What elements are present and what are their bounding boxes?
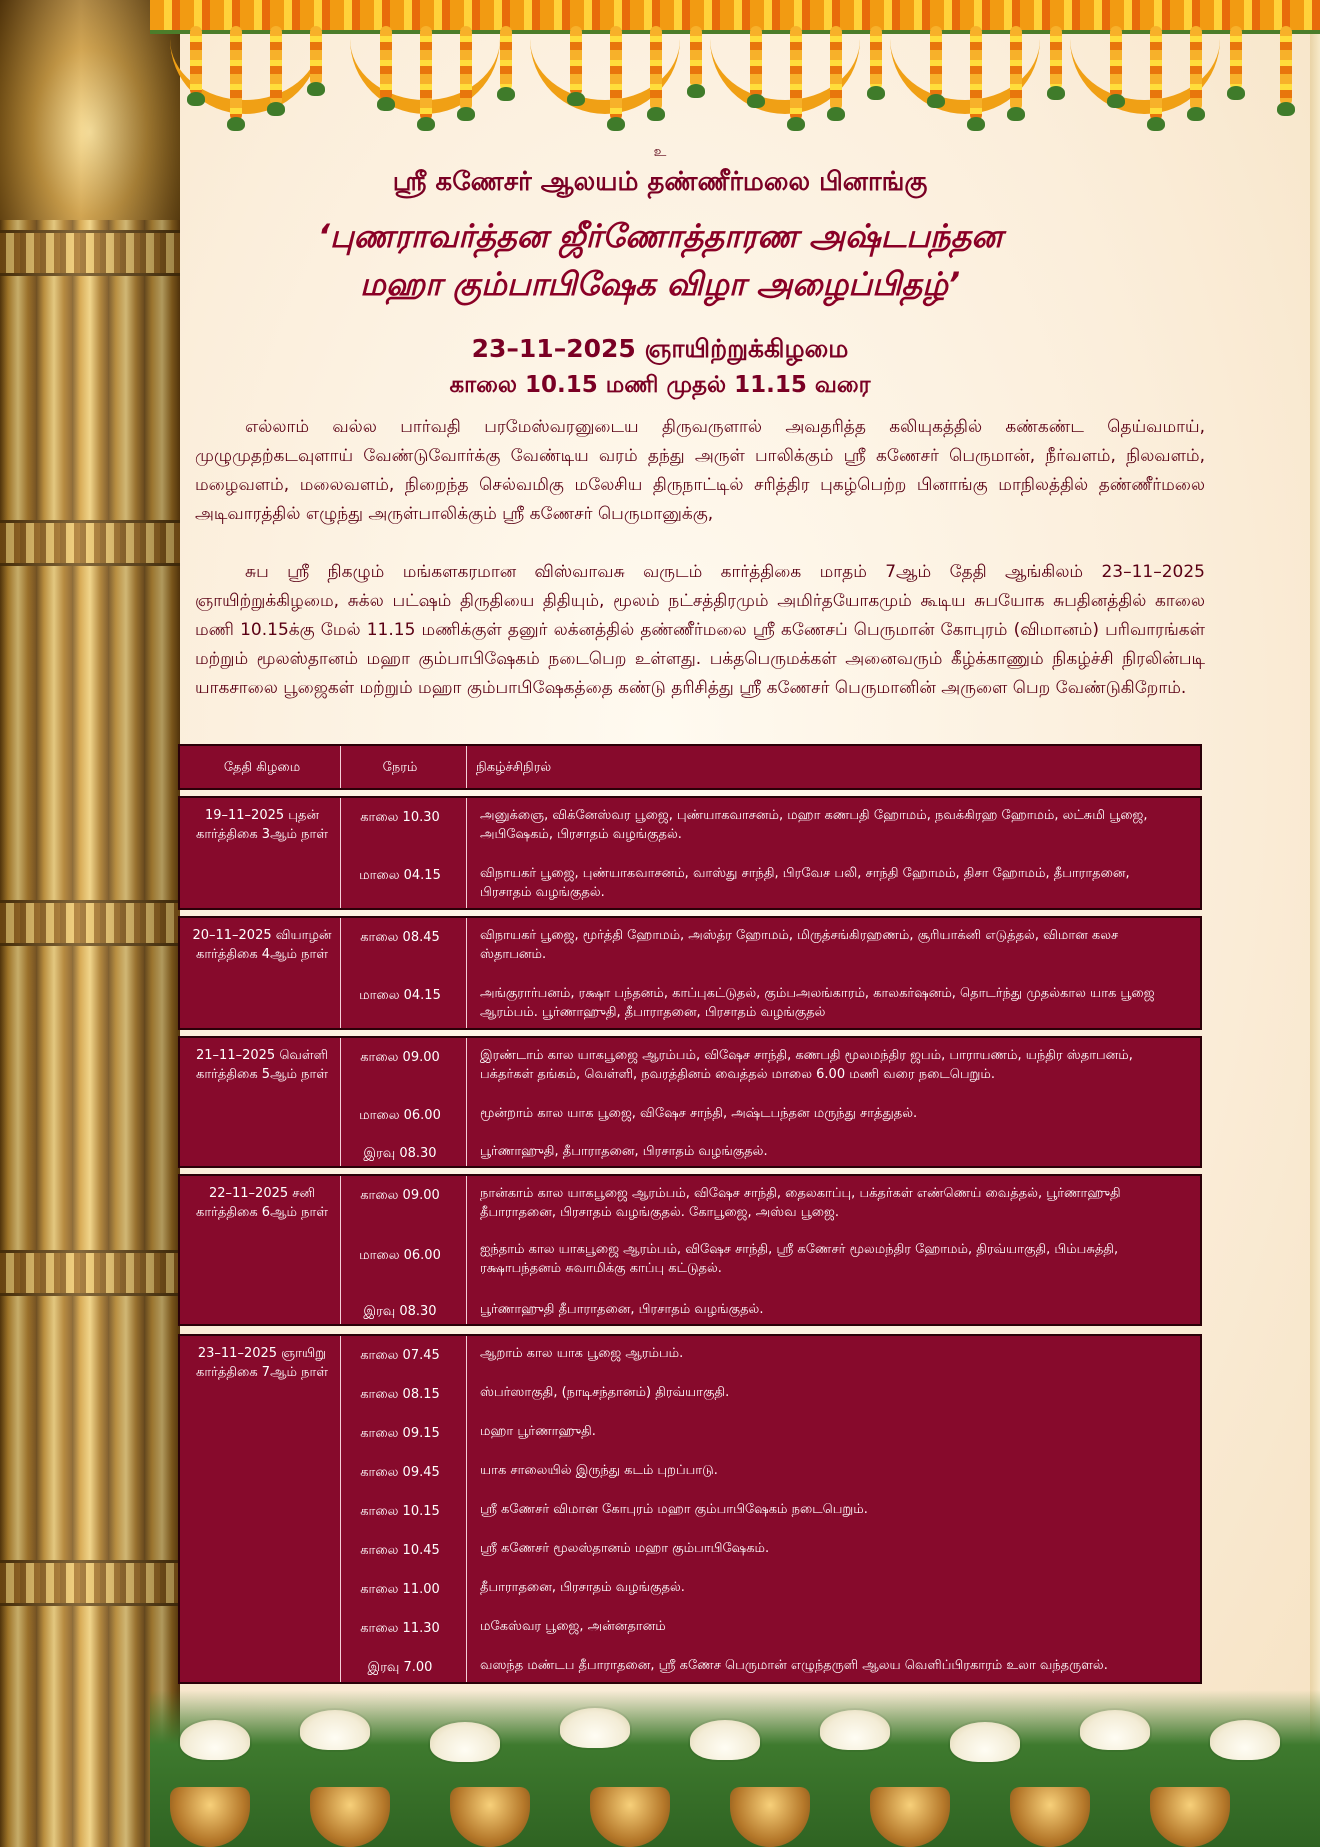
event-time: காலை 10.15 மணி முதல் 11.15 வரை [449, 372, 871, 398]
day-block [178, 916, 1202, 1030]
event-title [0, 212, 1320, 308]
row-program: ஆறாம் கால யாக பூஜை ஆரம்பம். [480, 1346, 684, 1361]
row-time: இரவு 08.30 [363, 1146, 437, 1161]
row-program: மகேஸ்வர பூஜை, அன்னதானம் [480, 1619, 666, 1634]
temple-name: ஸ்ரீ கணேசர் ஆலயம் தண்ணீர்மலை பினாங்கு [392, 167, 928, 197]
row-program: தீபாராதனை, பிரசாதம் வழங்குதல். [480, 1580, 685, 1595]
day-date: 23–11–2025 ஞாயிறு கார்த்திகை 7ஆம் நாள் [196, 1346, 328, 1380]
row-program: ஸ்ரீ கணேசர் விமான கோபுரம் மஹா கும்பாபிஷேகம் நடைபெறும். [480, 1502, 868, 1517]
row-time: காலை 10.30 [360, 810, 440, 825]
day-date: 19–11–2025 புதன் கார்த்திகை 3ஆம் நாள் [196, 808, 328, 842]
row-time: காலை 10.45 [360, 1543, 440, 1558]
row-program: யாக சாலையில் இருந்து கடம் புறப்பாடு. [480, 1463, 718, 1478]
header-date-day: தேதி கிழமை [223, 760, 301, 775]
row-program: நான்காம் கால யாகபூஜை ஆரம்பம், விஷேச சாந்தி, தைலகாப்பு, பக்தர்கள் எண்ணெய் வைத்தல், பூர்ணாஹுதி தீபாராதனை, பிரசாதம் வழங்குதல். கோபூஜை, அஸ்வ பூஜை. [480, 1186, 1121, 1220]
row-time: இரவு 08.30 [363, 1304, 437, 1319]
event-date: 23–11–2025 ஞாயிற்றுக்கிழமை [471, 334, 849, 363]
row-program: மூன்றாம் கால யாக பூஜை, விஷேச சாந்தி, அஷ்டபந்தன மருந்து சாத்துதல். [480, 1106, 918, 1121]
row-time: காலை 10.15 [360, 1504, 440, 1519]
event-title-line2: மஹா கும்பாபிஷேக விழா அழைப்பிதழ்’ [359, 265, 961, 303]
row-time: காலை 11.30 [360, 1621, 440, 1636]
row-time: காலை 09.00 [360, 1050, 440, 1065]
day-date: 22–11–2025 சனி கார்த்திகை 6ஆம் நாள் [196, 1186, 328, 1220]
row-time: காலை 07.45 [360, 1348, 440, 1363]
row-time: மாலை 06.00 [359, 1248, 441, 1263]
header-program: நிகழ்ச்சிநிரல் [476, 760, 552, 775]
pillaiyar-suzhi-symbol: உ [653, 144, 667, 160]
row-time: மாலை 06.00 [359, 1108, 441, 1123]
row-program: ஸ்பர்ஸாகுதி, (நாடிசந்தானம்) திரவ்யாகுதி. [480, 1385, 730, 1400]
intro-paragraph: எல்லாம் வல்ல பார்வதி பரமேஸ்வரனுடைய திருவருளால் அவதரித்த கலியுகத்தில் கண்கண்ட தெய்வமாய், முழுமுதற்கடவுளாய் வேண்டுவோர்க்கு வேண்டிய வரம் தந்து அருள் பாலிக்கும் ஸ்ரீ கணேசர் பெருமான், நீர்வளம், நிலவளம், மழைவளம், மலைவளம், நிறைந்த செல்வமிகு மலேசிய திருநாட்டில் சரித்திர புகழ்பெற்ற பினாங்கு மாநிலத்தில் தண்ணீர்மலை அடிவாரத்தில் எழுந்து அருள்பாலிக்கும் ஸ்ரீ கணேசர் பெருமானுக்கு, [195, 417, 1205, 524]
day-block [178, 796, 1202, 910]
row-time: மாலை 04.15 [359, 988, 441, 1003]
row-program: பூர்ணாஹுதி தீபாராதனை, பிரசாதம் வழங்குதல். [480, 1302, 764, 1317]
day-block [178, 1036, 1202, 1168]
table-header-row [178, 744, 1202, 790]
header-time: நேரம் [382, 760, 418, 775]
row-program: பூர்ணாஹுதி, தீபாராதனை, பிரசாதம் வழங்குதல். [480, 1144, 768, 1159]
row-time: மாலை 04.15 [359, 868, 441, 883]
row-program: மஹா பூர்ணாஹுதி. [480, 1424, 596, 1439]
lotus-lamp-decoration [150, 1690, 1320, 1847]
event-title-line1: ‘புணராவர்த்தன ஜீர்ணோத்தாரண அஷ்டபந்தன [317, 217, 1003, 255]
row-time: காலை 09.00 [360, 1188, 440, 1203]
row-program: ஸ்ரீ கணேசர் மூலஸ்தானம் மஹா கும்பாபிஷேகம். [480, 1541, 770, 1556]
row-program: அங்குரார்பனம், ரக்ஷா பந்தனம், காப்புகட்டுதல், கும்பஅலங்காரம், காலகர்ஷனம், தொடர்ந்து முதல்கால யாக பூஜை ஆரம்பம். பூர்ணாஹுதி, தீபாராதனை, பிரசாதம் வழங்குதல் [480, 986, 1155, 1020]
row-time: காலை 08.15 [360, 1387, 440, 1402]
flower-garland-decoration [150, 0, 1320, 140]
invitation-paragraph: சுப ஸ்ரீ நிகழும் மங்களகரமான விஸ்வாவசு வருடம் கார்த்திகை மாதம் 7ஆம் தேதி ஆங்கிலம் 23–11–2025 ஞாயிற்றுக்கிழமை, சுக்ல பட்ஷம் திருதியை திதியும், மூலம் நட்சத்திரமும் அமிர்தயோகமும் கூடிய சுபயோக சுபதினத்தில் காலை மணி 10.15க்கு மேல் 11.15 மணிக்குள் தனுர் லக்னத்தில் தண்ணீர்மலை ஸ்ரீ கணேசப் பெருமான் கோபுரம் (விமானம்) பரிவாரங்கள் மற்றும் மூலஸ்தானம் மஹா கும்பாபிஷேகம் நடைபெற உள்ளது. பக்தபெருமக்கள் அனைவரும் கீழ்க்காணும் நிகழ்ச்சி நிரலின்படி யாகசாலை பூஜைகள் மற்றும் மஹா கும்பாபிஷேகத்தை கண்டு தரிசித்து ஸ்ரீ கணேசர் பெருமானின் அருளை பெற வேண்டுகிறோம். [195, 562, 1205, 698]
row-time: காலை 08.45 [360, 930, 440, 945]
row-program: இரண்டாம் கால யாகபூஜை ஆரம்பம், விஷேச சாந்தி, கணபதி மூலமந்திர ஜபம், பாராயணம், யந்திர ஸ்தாபனம், பக்தர்கள் தங்கம், வெள்ளி, நவரத்தினம் வைத்தல் மாலை 6.00 மணி வரை நடைபெறும். [480, 1048, 1133, 1082]
row-program: விநாயகர் பூஜை, புண்யாகவாசனம், வாஸ்து சாந்தி, பிரவேச பலி, சாந்தி ஹோமம், திசா ஹோமம், தீபாராதனை, பிரசாதம் வழங்குதல். [480, 866, 1130, 900]
row-program: விநாயகர் பூஜை, மூர்த்தி ஹோமம், அஸ்த்ர ஹோமம், மிருத்சங்கிரஹணம், சூரியாக்னி எடுத்தல், விமான கலச ஸ்தாபனம். [480, 928, 1119, 962]
row-time: இரவு 7.00 [367, 1660, 433, 1675]
day-date: 20–11–2025 வியாழன் கார்த்திகை 4ஆம் நாள் [192, 928, 332, 962]
day-date: 21–11–2025 வெள்ளி கார்த்திகை 5ஆம் நாள் [196, 1048, 328, 1082]
row-program: அனுக்ஞை, விக்னேஸ்வர பூஜை, புண்யாகவாசனம், மஹா கணபதி ஹோமம், நவக்கிரஹ ஹோமம், லட்சுமி பூஜை, அபிஷேகம், பிரசாதம் வழங்குதல். [480, 808, 1148, 842]
row-time: காலை 09.15 [360, 1426, 440, 1441]
row-time: காலை 09.45 [360, 1465, 440, 1480]
row-time: காலை 11.00 [360, 1582, 440, 1597]
row-program: ஐந்தாம் கால யாகபூஜை ஆரம்பம், விஷேச சாந்தி, ஸ்ரீ கணேசர் மூலமந்திர ஹோமம், திரவ்யாகுதி, பிம்பசுத்தி, ரக்ஷாபந்தனம் சுவாமிக்கு காப்பு கட்டுதல். [480, 1242, 1119, 1276]
day-block [178, 1174, 1202, 1326]
day-block [178, 1334, 1202, 1684]
row-program: வஸந்த மண்டப தீபாராதனை, ஸ்ரீ கணேச பெருமான் எழுந்தருளி ஆலய வெளிப்பிரகாரம் உலா வந்தருளல். [480, 1658, 1108, 1673]
